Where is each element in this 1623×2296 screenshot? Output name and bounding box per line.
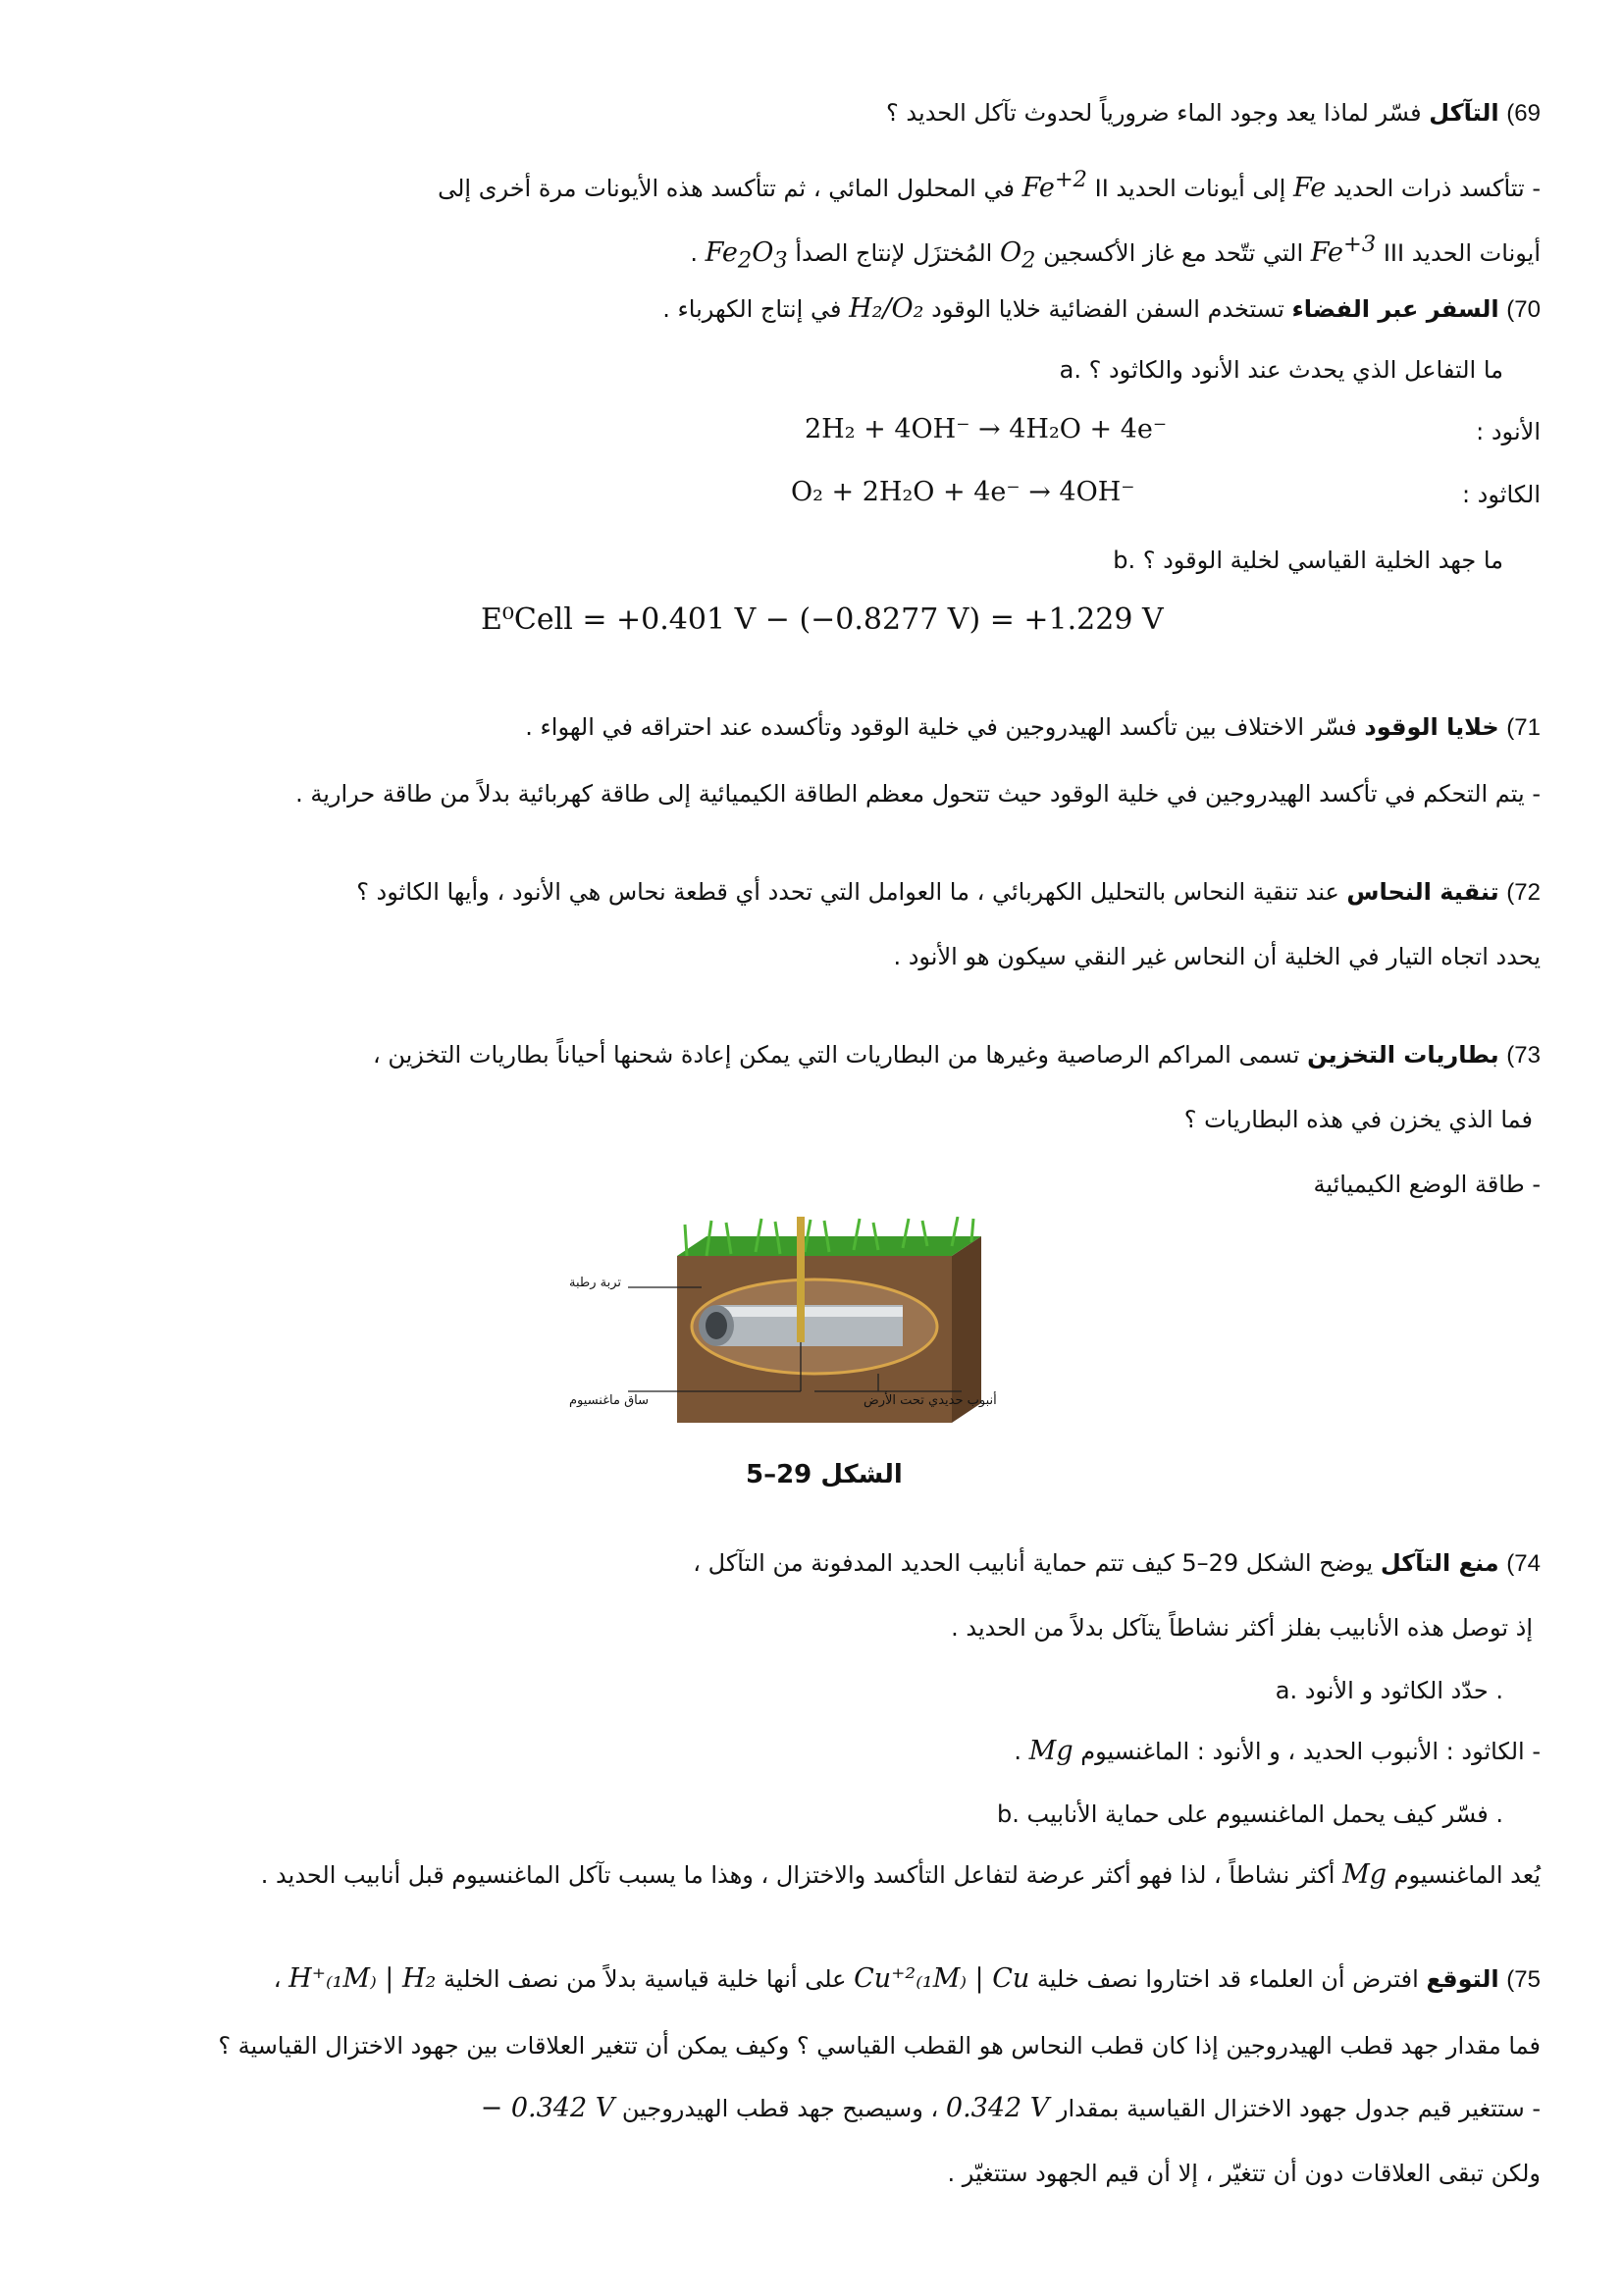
q69-answer-line2: أيونات الحديد III $Fe^{+3}$ التي تتّحد مع غاز الأكسجين $O_2$ المُختزَل لإنتاج الصدأ $Fe_2O_3$ . bbox=[690, 232, 1541, 274]
anode-equation: 2H₂ + 4OH⁻ → 4H₂O + 4e⁻ bbox=[805, 414, 1168, 444]
q70-part-a: a. ما التفاعل الذي يحدث عند الأنود والكاثود ؟ bbox=[1059, 356, 1503, 384]
q74-title: منع التآكل bbox=[1380, 1549, 1499, 1577]
label-moist-soil: تربة رطبة bbox=[569, 1276, 622, 1290]
q74-question: 74) منع التآكل يوضح الشكل 29–5 كيف تتم حماية أنابيب الحديد المدفونة من التآكل ، bbox=[693, 1549, 1541, 1577]
buried-pipe-illustration bbox=[569, 1217, 1001, 1452]
label-magnesium-rod: ساق ماغنسيوم bbox=[569, 1393, 650, 1408]
figure-caption: الشكل 29–5 bbox=[746, 1460, 903, 1489]
q73-question: 73) بطاريات التخزين تسمى المراكم الرصاصية وغيرها من البطاريات التي يمكن إعادة شحنها أحياناً بطاريات التخزين ، bbox=[372, 1041, 1541, 1069]
q74-part-a-answer: - الكاثود : الأنبوب الحديد ، و الأنود : الماغنسيوم Mg . bbox=[1014, 1736, 1541, 1766]
q69-title: التآكل bbox=[1429, 99, 1499, 127]
q70-question: 70) السفر عبر الفضاء تستخدم السفن الفضائية خلايا الوقود H₂/O₂ في إنتاج الكهرباء . bbox=[662, 293, 1541, 324]
anode-label: الأنود : bbox=[1476, 418, 1541, 445]
q75-answer2: ولكن تبقى العلاقات دون أن تتغيّر ، إلا أن قيم الجهود ستتغيّر . bbox=[947, 2160, 1541, 2187]
q72-title: تنقية النحاس bbox=[1346, 878, 1499, 906]
q74-part-b-answer: يُعد الماغنسيوم Mg أكثر نشاطاً ، لذا فهو أكثر عرضة لتفاعل التأكسد والاختزال ، وهذا ما يسبب تآكل الماغنسيوم قبل أنابيب الحديد . bbox=[260, 1859, 1541, 1890]
q71-question: 71) خلايا الوقود فسّر الاختلاف بين تأكسد الهيدروجين في خلية الوقود وتأكسده عند احتراقه في الهواء . bbox=[525, 713, 1541, 741]
q71-answer: - يتم التحكم في تأكسد الهيدروجين في خلية الوقود حيث تتحول معظم الطاقة الكيميائية إلى طاقة كهربائية بدلاً من طاقة حرارية . bbox=[295, 780, 1541, 808]
cathode-label: الكاثود : bbox=[1461, 481, 1541, 508]
cathode-equation: O₂ + 2H₂O + 4e⁻ → 4OH⁻ bbox=[791, 477, 1135, 507]
q72-answer: يحدد اتجاه التيار في الخلية أن النحاس غير النقي سيكون هو الأنود . bbox=[893, 943, 1541, 970]
q73-question2: فما الذي يخزن في هذه البطاريات ؟ bbox=[1183, 1106, 1533, 1133]
ecell-equation: E⁰Cell = +0.401 V − (−0.8277 V) = +1.229 V bbox=[481, 602, 1164, 637]
q75-title: التوقع bbox=[1426, 1965, 1499, 1993]
q74-question2: إذ توصل هذه الأنابيب بفلز أكثر نشاطاً يتآكل بدلاً من الحديد . bbox=[951, 1614, 1533, 1642]
q70-title: السفر عبر الفضاء bbox=[1291, 295, 1499, 323]
q70-part-b: b. ما جهد الخلية القياسي لخلية الوقود ؟ bbox=[1113, 547, 1503, 574]
q72-question: 72) تنقية النحاس عند تنقية النحاس بالتحليل الكهربائي ، ما العوامل التي تحدد أي قطعة نحاس هي الأنود ، وأيها الكاثود ؟ bbox=[356, 878, 1541, 906]
q75-question2: فما مقدار جهد قطب الهيدروجين إذا كان قطب النحاس هو القطب القياسي ؟ وكيف يمكن أن تتغير العلاقات بين جهود الاختزال القياسية ؟ bbox=[218, 2032, 1541, 2060]
q71-title: خلايا الوقود bbox=[1364, 713, 1499, 741]
q73-title: بطاريات التخزين bbox=[1307, 1041, 1499, 1069]
q74-part-b: b. فسّر كيف يحمل الماغنسيوم على حماية الأنابيب . bbox=[997, 1800, 1503, 1828]
q73-answer: - طاقة الوضع الكيميائية bbox=[1313, 1171, 1541, 1198]
label-iron-pipe: أنبوب حديدي تحت الأرض bbox=[864, 1393, 997, 1408]
q69-question: 69) التآكل فسّر لماذا يعد وجود الماء ضرورياً لحدوث تآكل الحديد ؟ bbox=[886, 99, 1541, 127]
q69-answer-line1: - تتأكسد ذرات الحديد Fe إلى أيونات الحديد II $Fe^{+2}$ في المحلول المائي ، ثم تتأكسد هذه الأيونات مرة أخرى إلى bbox=[438, 167, 1541, 203]
q74-part-a: a. حدّد الكاثود و الأنود . bbox=[1275, 1677, 1503, 1704]
q75-answer: - ستتغير قيم جدول جهود الاختزال القياسية بمقدار 0.342 V ، وسيصبح جهد قطب الهيدروجين − 0.342 V bbox=[480, 2093, 1541, 2123]
q75-question: 75) التوقع افترض أن العلماء قد اختاروا نصف خلية Cu⁺²₍₁M₎ | Cu على أنها خلية قياسية بدلاً من نصف الخلية H⁺₍₁M₎ | H₂ ، bbox=[273, 1963, 1541, 1994]
